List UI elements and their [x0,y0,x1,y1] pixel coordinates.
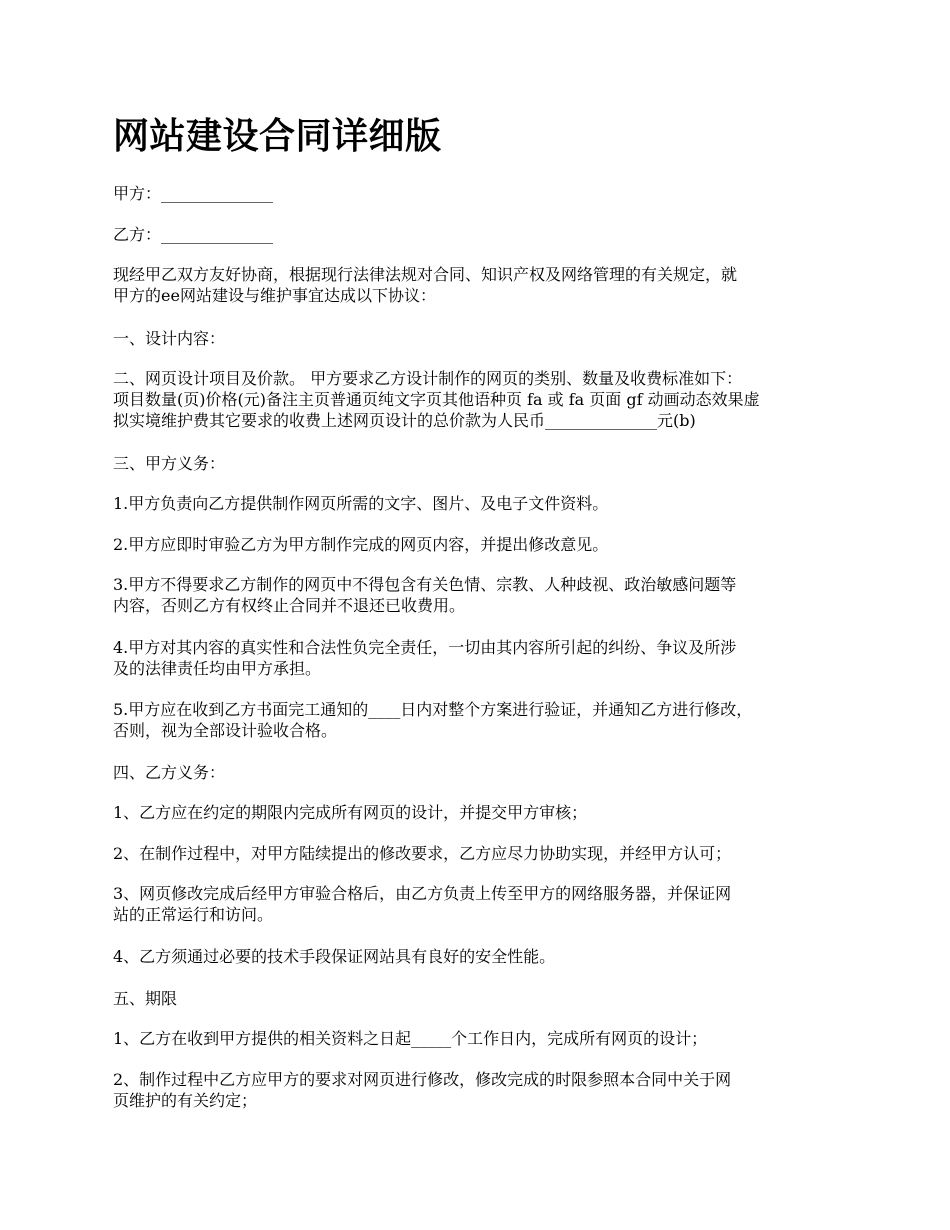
text-line: 2、制作过程中乙方应甲方的要求对网页进行修改，修改完成的时限参照本合同中关于网 [113,1070,732,1089]
party-b-line [113,224,273,245]
text-line: 甲方：______________ [113,184,274,203]
text-line: 三、甲方义务： [113,454,226,473]
clause-paragraph [113,946,555,967]
document-title: 网站建设合同详细版 [113,115,442,157]
clause-paragraph [113,637,736,679]
text-line: 现经甲乙双方友好协商，根据现行法律法规对合同、知识产权及网络管理的有关规定，就 [113,265,738,284]
text-line: 4、乙方须通过必要的技术手段保证网站具有良好的安全性能。 [113,947,556,966]
text-line: 3.甲方不得要求乙方制作的网页中不得包含有关色情、宗教、人种歧视、政治敏感问题等 [113,575,737,594]
party-a-line [113,183,273,204]
clause-paragraph [113,574,736,616]
text-line: 五、期限 [113,989,178,1008]
text-line: 1、乙方应在约定的期限内完成所有网页的设计，并提交甲方审核； [113,803,588,822]
text-line: 1.甲方负责向乙方提供制作网页所需的文字、图片、及电子文件资料。 [113,494,609,513]
clause-paragraph [113,1028,707,1049]
text-line: 内容，否则乙方有权终止合同并不退还已收费用。 [113,596,466,615]
clause-paragraph [113,699,752,741]
section-heading [113,328,225,349]
clause-paragraph [113,493,608,514]
text-line: 4.甲方对其内容的真实性和合法性负完全责任，一切由其内容所引起的纠纷、争议及所涉 [113,638,737,657]
text-line: 5.甲方应在收到乙方书面完工通知的____日内对整个方案进行验证，并通知乙方进行修改， [113,700,753,719]
text-line: 项目数量(页)价格(元)备注主页普通页纯文字页其他语种页 fa 或 fa 页面 gf 动画动态效果虚 [113,390,760,409]
text-line: 甲方的ee网站建设与维护事宜达成以下协议： [113,286,436,305]
text-line: 2、在制作过程中，对甲方陆续提出的修改要求，乙方应尽力协助实现，并经甲方认可； [113,844,732,863]
text-line: 及的法律责任均由甲方承担。 [113,659,322,678]
text-line: 乙方：______________ [113,225,274,244]
section-heading [113,453,225,474]
text-line: 1、乙方在收到甲方提供的相关资料之日起_____个工作日内，完成所有网页的设计； [113,1029,708,1048]
text-line: 四、乙方义务： [113,763,226,782]
text-line: 页维护的有关约定； [113,1091,258,1110]
clause-paragraph [113,883,731,925]
text-line: 一、设计内容： [113,329,226,348]
clause-paragraph [113,534,608,555]
section-heading [113,762,225,783]
clause-paragraph [113,843,731,864]
text-line: 站的正常运行和访问。 [113,905,274,924]
text-line: 否则，视为全部设计验收合格。 [113,721,338,740]
text-line: 3、网页修改完成后经甲方审验合格后，由乙方负责上传至甲方的网络服务器，并保证网 [113,884,732,903]
text-line: 二、网页设计项目及价款。 甲方要求乙方设计制作的网页的类别、数量及收费标准如下： [113,369,743,388]
section-heading [113,988,177,1009]
pricing-paragraph [113,368,760,431]
preamble-paragraph [113,264,737,306]
text-line: 2.甲方应即时审验乙方为甲方制作完成的网页内容，并提出修改意见。 [113,535,609,554]
clause-paragraph [113,802,587,823]
text-line: 拟实境维护费其它要求的收费上述网页设计的总价款为人民币______________元(b) [113,411,696,430]
clause-paragraph [113,1069,731,1111]
